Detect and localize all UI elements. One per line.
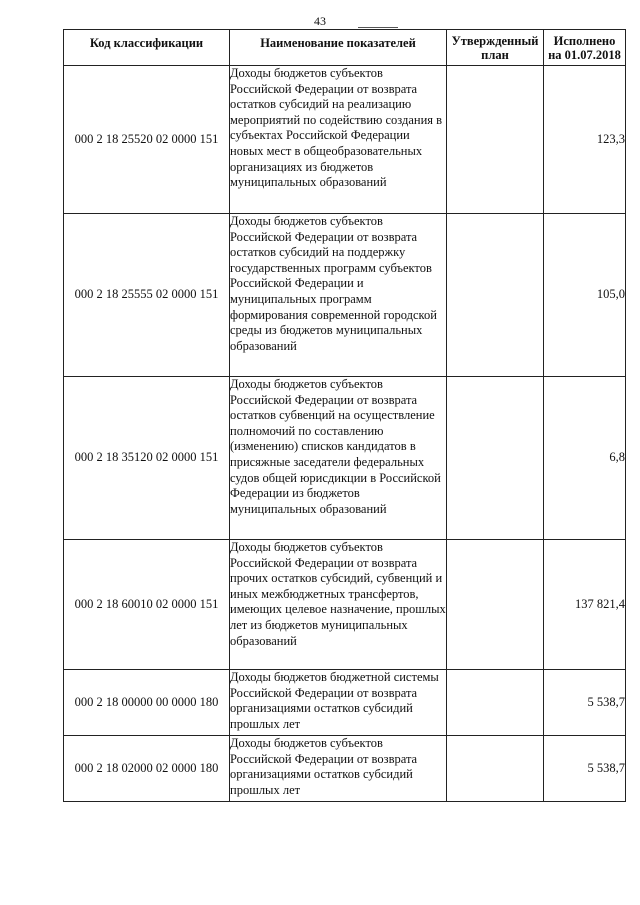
row-name: Доходы бюджетов субъектов Российской Федерации от возврата остатков субсидий на реализацию мероприятий по содействию создания в субъектах Российской Федерации новых мест в общеобразовательных организациях из бюджетов муниципальных образований: [230, 66, 447, 214]
table-row: [64, 214, 626, 377]
table-row: [64, 540, 626, 670]
row-plan: [447, 670, 544, 736]
row-plan: [447, 736, 544, 802]
row-plan: [447, 377, 544, 540]
table-row: [64, 377, 626, 540]
row-name: Доходы бюджетов субъектов Российской Федерации от возврата организациями остатков субсидий прошлых лет: [230, 736, 447, 802]
row-name: Доходы бюджетов субъектов Российской Федерации от возврата прочих остатков субсидий, субвенций и иных межбюджетных трансфертов, имеющих целевое назначение, прошлых лет из бюджетов муниципальных образований: [230, 540, 447, 670]
column-header-done-line2: на 01.07.2018: [548, 47, 621, 62]
page-number-underline: [358, 27, 398, 28]
row-done: 6,8: [544, 377, 626, 540]
table-row: [64, 670, 626, 736]
row-plan: [447, 214, 544, 377]
row-done: 5 538,7: [544, 670, 626, 736]
row-plan: [447, 540, 544, 670]
row-code: 000 2 18 02000 02 0000 180: [64, 736, 230, 802]
row-name: Доходы бюджетов субъектов Российской Федерации от возврата остатков субвенций на осуществление полномочий по составлению (изменению) списков кандидатов в присяжные заседатели федеральных судов общей юрисдикции в Российской Федерации из бюджетов муниципальных образований: [230, 377, 447, 540]
table-row: [64, 66, 626, 214]
table-row: [64, 736, 626, 802]
column-header-name: Наименование показателей: [230, 30, 447, 66]
budget-revenue-table: [63, 29, 626, 802]
table-header-row: [64, 30, 626, 66]
row-done: 5 538,7: [544, 736, 626, 802]
column-header-plan-line1: Утвержденный: [451, 33, 539, 48]
row-name: Доходы бюджетов субъектов Российской Федерации от возврата остатков субсидий на поддержку государственных программ субъектов Российской Федерации и муниципальных программ формирования современной городской среды из бюджетов муниципальных образований: [230, 214, 447, 377]
row-done: 137 821,4: [544, 540, 626, 670]
column-header-done: [544, 30, 626, 66]
row-done: 123,3: [544, 66, 626, 214]
row-name: Доходы бюджетов бюджетной системы Российской Федерации от возврата организациями остатков субсидий прошлых лет: [230, 670, 447, 736]
column-header-done-line1: Исполнено: [553, 33, 616, 48]
row-code: 000 2 18 60010 02 0000 151: [64, 540, 230, 670]
row-code: 000 2 18 25555 02 0000 151: [64, 214, 230, 377]
column-header-plan: [447, 30, 544, 66]
page-number: 43: [314, 14, 326, 28]
row-done: 105,0: [544, 214, 626, 377]
column-header-plan-line2: план: [481, 47, 509, 62]
row-code: 000 2 18 35120 02 0000 151: [64, 377, 230, 540]
row-code: 000 2 18 25520 02 0000 151: [64, 66, 230, 214]
row-plan: [447, 66, 544, 214]
row-code: 000 2 18 00000 00 0000 180: [64, 670, 230, 736]
column-header-code: Код классификации: [64, 30, 230, 66]
